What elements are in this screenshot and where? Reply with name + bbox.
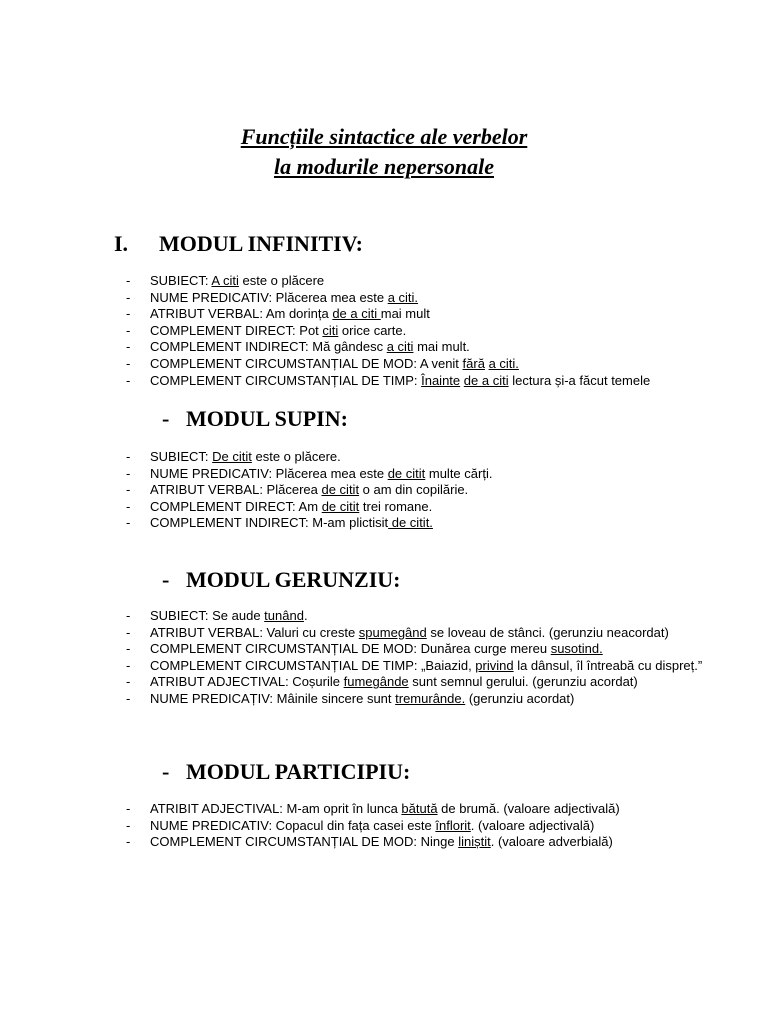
list-item	[0, 499, 730, 516]
item-text: COMPLEMENT DIRECT: Am	[150, 498, 322, 514]
list-item	[0, 641, 730, 658]
item-text: este o plăcere	[238, 273, 325, 288]
underlined-example-verb: Înainte	[421, 372, 461, 388]
list-item	[0, 373, 730, 390]
item-text: COMPLEMENT CIRCUMSTANȚIAL DE TIMP: „Baiazid,	[150, 657, 476, 673]
item-text: mai mult.	[413, 339, 470, 355]
underlined-example-verb: de a citi	[463, 372, 509, 388]
section-title: MODUL PARTICIPIU:	[186, 759, 411, 784]
list-item	[0, 515, 730, 532]
bullet-dash: -	[126, 449, 131, 464]
item-text: COMPLEMENT CIRCUMSTANȚIAL DE MOD: Dunărea curge mereu	[150, 641, 551, 657]
bullet-dash: -	[126, 465, 131, 481]
item-text: ATRIBIT ADJECTIVAL: M-am oprit în lunca	[150, 801, 402, 816]
item-text: NUME PREDICAȚIV: Mâinile sincere sunt	[150, 690, 396, 706]
document-title-line-1: Funcțiile sintactice ale verbelor	[240, 124, 528, 149]
section-heading-supin	[162, 406, 348, 432]
item-text: lectura și-a făcut temele	[508, 372, 651, 388]
item-text: .	[303, 608, 308, 623]
bullet-dash: -	[126, 624, 131, 640]
section-number: I.	[114, 231, 129, 256]
item-text: SUBIECT:	[150, 273, 212, 288]
list-item	[0, 306, 730, 323]
list-item	[0, 625, 730, 642]
underlined-example-verb: citi	[322, 322, 339, 338]
section-title: MODUL SUPIN:	[186, 406, 348, 431]
item-text: (gerunziu acordat)	[465, 690, 575, 706]
bullet-dash: -	[126, 322, 131, 338]
participiu-list	[0, 801, 730, 851]
underlined-example-verb: De citit	[212, 449, 252, 464]
underlined-example-verb: liniștit	[458, 834, 491, 850]
underlined-example-verb: fumegânde	[343, 674, 409, 690]
section-dash: -	[162, 406, 170, 431]
underlined-example-verb: a citi.	[488, 355, 519, 371]
item-text: ATRIBUT VERBAL: Plăcerea	[150, 482, 322, 498]
underlined-example-verb: înflorit	[435, 817, 471, 833]
item-text: orice carte.	[338, 322, 407, 338]
item-text: SUBIECT: Se aude	[150, 608, 265, 623]
section-heading-gerunziu	[162, 567, 401, 593]
item-text: este o plăcere.	[251, 449, 341, 464]
supin-list	[0, 449, 730, 532]
item-text: COMPLEMENT DIRECT: Pot	[150, 322, 323, 338]
item-text: . (valoare adjectivală)	[470, 817, 595, 833]
item-text: . (valoare adverbială)	[490, 834, 613, 850]
bullet-dash: -	[126, 801, 131, 816]
underlined-example-verb: A citi	[211, 273, 239, 288]
item-text: se loveau de stânci. (gerunziu neacordat)	[426, 624, 669, 640]
underlined-example-verb: bătută	[401, 801, 438, 816]
bullet-dash: -	[126, 289, 131, 305]
bullet-dash: -	[126, 834, 131, 850]
item-text: ATRIBUT ADJECTIVAL: Coșurile	[150, 674, 344, 690]
section-heading-infinitiv	[114, 231, 363, 257]
list-item	[0, 339, 730, 356]
underlined-example-verb: tremurânde.	[395, 690, 466, 706]
item-text: COMPLEMENT CIRCUMSTANȚIAL DE MOD: A venit	[150, 355, 463, 371]
gerunziu-list	[0, 608, 730, 708]
item-text: SUBIECT:	[150, 449, 213, 464]
underlined-example-verb: fără	[462, 355, 485, 371]
item-text: de brumă. (valoare adjectivală)	[437, 801, 620, 816]
section-dash: -	[162, 567, 170, 592]
item-text: mai mult	[380, 306, 430, 322]
bullet-dash: -	[126, 817, 131, 833]
item-text: COMPLEMENT CIRCUMSTANȚIAL DE TIMP:	[150, 372, 422, 388]
list-item	[0, 801, 730, 818]
bullet-dash: -	[126, 306, 131, 322]
underlined-example-verb: a citi	[386, 339, 414, 355]
list-item	[0, 356, 730, 373]
list-item	[0, 674, 730, 691]
bullet-dash: -	[126, 355, 131, 371]
list-item	[0, 834, 730, 851]
item-text: COMPLEMENT CIRCUMSTANȚIAL DE MOD: Ninge	[150, 834, 459, 850]
bullet-dash: -	[126, 339, 131, 355]
list-item	[0, 658, 730, 675]
list-item	[0, 449, 730, 466]
item-text: la dânsul, îl întreabă cu dispreț.”	[513, 657, 703, 673]
bullet-dash: -	[126, 498, 131, 514]
item-text: NUME PREDICATIV: Plăcerea mea este	[150, 289, 388, 305]
underlined-example-verb: privind	[475, 657, 514, 673]
underlined-example-verb: spumegând	[358, 624, 427, 640]
bullet-dash: -	[126, 690, 131, 706]
list-item	[0, 482, 730, 499]
underlined-example-verb: de a citi	[332, 306, 381, 322]
underlined-example-verb: de citit.	[388, 515, 433, 531]
underlined-example-verb: de citit	[387, 465, 426, 481]
section-title: MODUL INFINITIV:	[159, 231, 363, 256]
bullet-dash: -	[126, 657, 131, 673]
underlined-example-verb: de citit	[321, 498, 360, 514]
section-heading-participiu	[162, 759, 410, 785]
list-item	[0, 608, 730, 625]
bullet-dash: -	[126, 482, 131, 498]
list-item	[0, 466, 730, 483]
list-item	[0, 290, 730, 307]
underlined-example-verb: de citit	[321, 482, 360, 498]
item-text: COMPLEMENT INDIRECT: M-am plictisit	[150, 515, 389, 531]
item-text: sunt semnul gerului. (gerunziu acordat)	[408, 674, 638, 690]
list-item	[0, 273, 730, 290]
item-text: o am din copilărie.	[359, 482, 469, 498]
section-title: MODUL GERUNZIU:	[186, 567, 401, 592]
bullet-dash: -	[126, 674, 131, 690]
item-text: trei romane.	[359, 498, 433, 514]
item-text: ATRIBUT VERBAL: Am dorința	[150, 306, 333, 322]
item-text: ATRIBUT VERBAL: Valuri cu creste	[150, 624, 359, 640]
item-text: NUME PREDICATIV: Copacul din fața casei este	[150, 817, 436, 833]
bullet-dash: -	[126, 372, 131, 388]
list-item	[0, 323, 730, 340]
item-text: multe cărți.	[425, 465, 493, 481]
bullet-dash: -	[126, 641, 131, 657]
item-text: NUME PREDICATIV: Plăcerea mea este	[150, 465, 388, 481]
list-item	[0, 691, 730, 708]
section-dash: -	[162, 759, 170, 784]
bullet-dash: -	[126, 273, 131, 288]
underlined-example-verb: tunând	[264, 608, 304, 623]
item-text: COMPLEMENT INDIRECT: Mă gândesc	[150, 339, 387, 355]
infinitiv-list	[0, 273, 730, 389]
document-title-line-2: la modurile nepersonale	[273, 154, 494, 179]
bullet-dash: -	[126, 515, 131, 531]
underlined-example-verb: susotind.	[550, 641, 603, 657]
underlined-example-verb: a citi.	[387, 289, 419, 305]
bullet-dash: -	[126, 608, 131, 623]
list-item	[0, 818, 730, 835]
